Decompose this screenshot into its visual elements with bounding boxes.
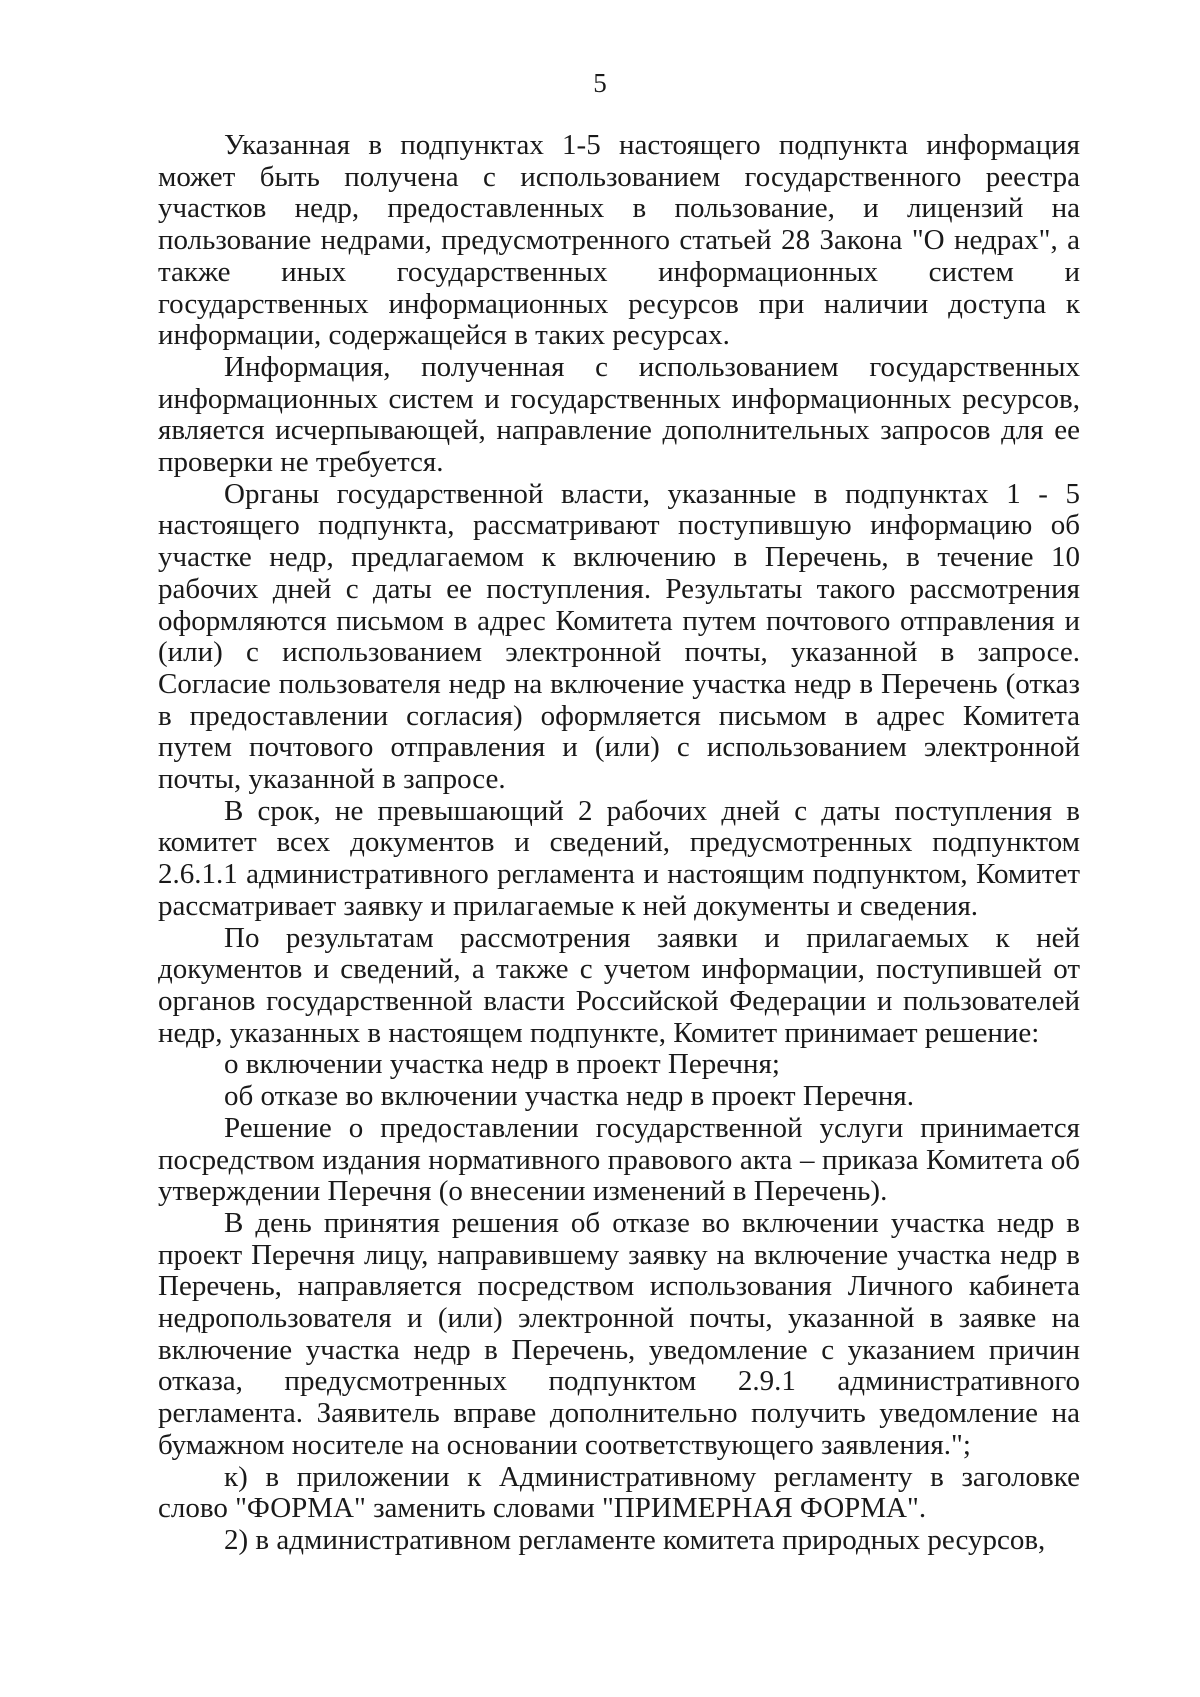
paragraph-10: к) в приложении к Административному регламенту в заголовке слово "ФОРМА" заменить словами "ПРИМЕРНАЯ ФОРМА". [158, 1460, 1080, 1525]
paragraph-9: В день принятия решения об отказе во включении участка недр в проект Перечня лицу, направившему заявку на включение участка недр в Перечень, направляется посредством использования Личного кабинета недропользователя и (или) электронной почты, указанной в заявке на включение участка недр в Перечень, уведомление с указанием причин отказа, предусмотренных подпунктом 2.9.1 административного регламента. Заявитель вправе дополнительно получить уведомление на бумажном носителе на основании соответствующего заявления."; [158, 1206, 1080, 1461]
paragraph-2: Информация, полученная с использованием государственных информационных систем и государственных информационных ресурсов, является исчерпывающей, направление дополнительных запросов для ее проверки не требуется. [158, 350, 1080, 479]
paragraph-3: Органы государственной власти, указанные в подпунктах 1 - 5 настоящего подпункта, рассматривают поступившую информацию об участке недр, предлагаемом к включению в Перечень, в течение 10 рабочих дней с даты ее поступления. Результаты такого рассмотрения оформляются письмом в адрес Комитета путем почтового отправления и (или) с использованием электронной почты, указанной в запросе. Согласие пользователя недр на включение участка недр в Перечень (отказ в предоставлении согласия) оформляется письмом в адрес Комитета путем почтового отправления и (или) с использованием электронной почты, указанной в запросе. [158, 477, 1080, 796]
paragraph-1: Указанная в подпунктах 1-5 настоящего подпункта информация может быть получена с использованием государственного реестра участков недр, предоставленных в пользование, и лицензий на пользование недрами, предусмотренного статьей 28 Закона "О недрах", а также иных государственных информационных систем и государственных информационных ресурсов при наличии доступа к информации, содержащейся в таких ресурсах. [158, 129, 1080, 352]
list-item-refuse: об отказе во включении участка недр в проект Перечня. [224, 1080, 914, 1113]
paragraph-4: В срок, не превышающий 2 рабочих дней с даты поступления в комитет всех документов и сведений, предусмотренных подпунктом 2.6.1.1 административного регламента и настоящим подпунктом, Комитет рассматривает заявку и прилагаемые к ней документы и сведения. [158, 794, 1080, 922]
paragraph-8: Решение о предоставлении государственной услуги принимается посредством издания нормативного правового акта – приказа Комитета об утверждении Перечня (о внесении изменений в Перечень). [158, 1111, 1080, 1208]
paragraph-11: 2) в административном регламенте комитета природных ресурсов, [224, 1523, 1046, 1556]
list-item-include: о включении участка недр в проект Перечня; [224, 1048, 780, 1081]
paragraph-5: По результатам рассмотрения заявки и прилагаемых к ней документов и сведений, а также с учетом информации, поступившей от органов государственной власти Российской Федерации и пользователей недр, указанных в настоящем подпункте, Комитет принимает решение: [158, 921, 1080, 1049]
document-body [158, 130, 1080, 1557]
page-number: 5 [593, 68, 607, 98]
